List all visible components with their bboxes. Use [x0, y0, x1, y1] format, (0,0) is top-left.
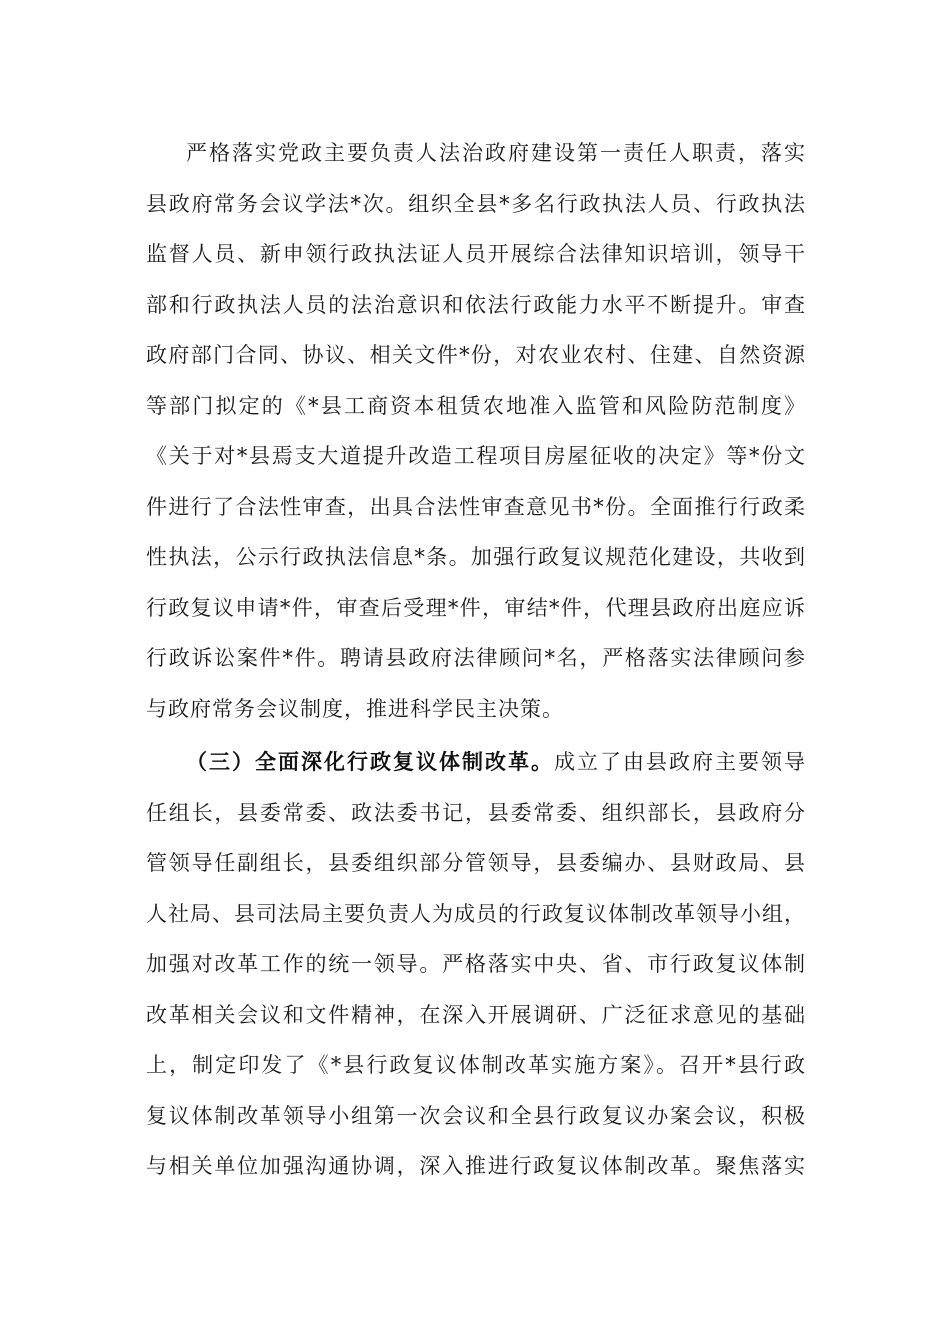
section-heading: （三）全面深化行政复议体制改革。 [186, 750, 554, 774]
paragraph-line: 加强对改革工作的统一领导。严格落实中央、省、市行政复议体制 [146, 952, 806, 976]
paragraph-line: 《关于对*县焉支大道提升改造工程项目房屋征收的决定》等*份文 [146, 444, 806, 468]
paragraph-line: 与相关单位加强沟通协调，深入推进行政复议体制改革。聚焦落实 [146, 1154, 806, 1178]
paragraph-line: 上，制定印发了《*县行政复议体制改革实施方案》。召开*县行政 [146, 1053, 806, 1077]
paragraph-line: 等部门拟定的《*县工商资本租赁农地准入监管和风险防范制度》 [146, 393, 806, 418]
paragraph-line: 与政府常务会议制度，推进科学民主决策。 [146, 696, 564, 721]
paragraph-line: 改革相关会议和文件精神，在深入开展调研、广泛征求意见的基础 [146, 1002, 806, 1027]
paragraph-line: 政府部门合同、协议、相关文件*份，对农业农村、住建、自然资源 [146, 343, 806, 367]
paragraph-line: 部和行政执法人员的法治意识和依法行政能力水平不断提升。审查 [146, 292, 806, 317]
paragraph-line-rest: 成立了由县政府主要领导 [554, 750, 806, 774]
paragraph-line: 管领导任副组长，县委组织部分管领导，县委编办、县财政局、县 [146, 851, 806, 875]
paragraph-reconsideration-reform [146, 737, 806, 1192]
paragraph-line: 严格落实党政主要负责人法治政府建设第一责任人职责，落实 [186, 141, 806, 165]
paragraph-line: 行政诉讼案件*件。聘请县政府法律顾问*名，严格落实法律顾问参 [146, 646, 806, 670]
paragraph-line: 性执法，公示行政执法信息*条。加强行政复议规范化建设，共收到 [146, 545, 806, 569]
paragraph-line: 件进行了合法性审查，出具合法性审查意见书*份。全面推行行政柔 [146, 494, 806, 519]
paragraph-line: 行政复议申请*件，审查后受理*件，审结*件，代理县政府出庭应诉 [146, 595, 806, 620]
paragraph-line: 县政府常务会议学法*次。组织全县*多名行政执法人员、行政执法 [146, 191, 806, 216]
paragraph-line: 人社局、县司法局主要负责人为成员的行政复议体制改革领导小组， [146, 901, 806, 926]
paragraph-line: 复议体制改革领导小组第一次会议和全县行政复议办案会议，积极 [146, 1103, 806, 1128]
paragraph-line: 监督人员、新申领行政执法证人员开展综合法律知识培训，领导干 [146, 242, 806, 266]
paragraph-first-line [146, 737, 806, 788]
paragraph-legal-government [146, 128, 806, 734]
paragraph-line: 任组长，县委常委、政法委书记，县委常委、组织部长，县政府分 [146, 800, 806, 825]
